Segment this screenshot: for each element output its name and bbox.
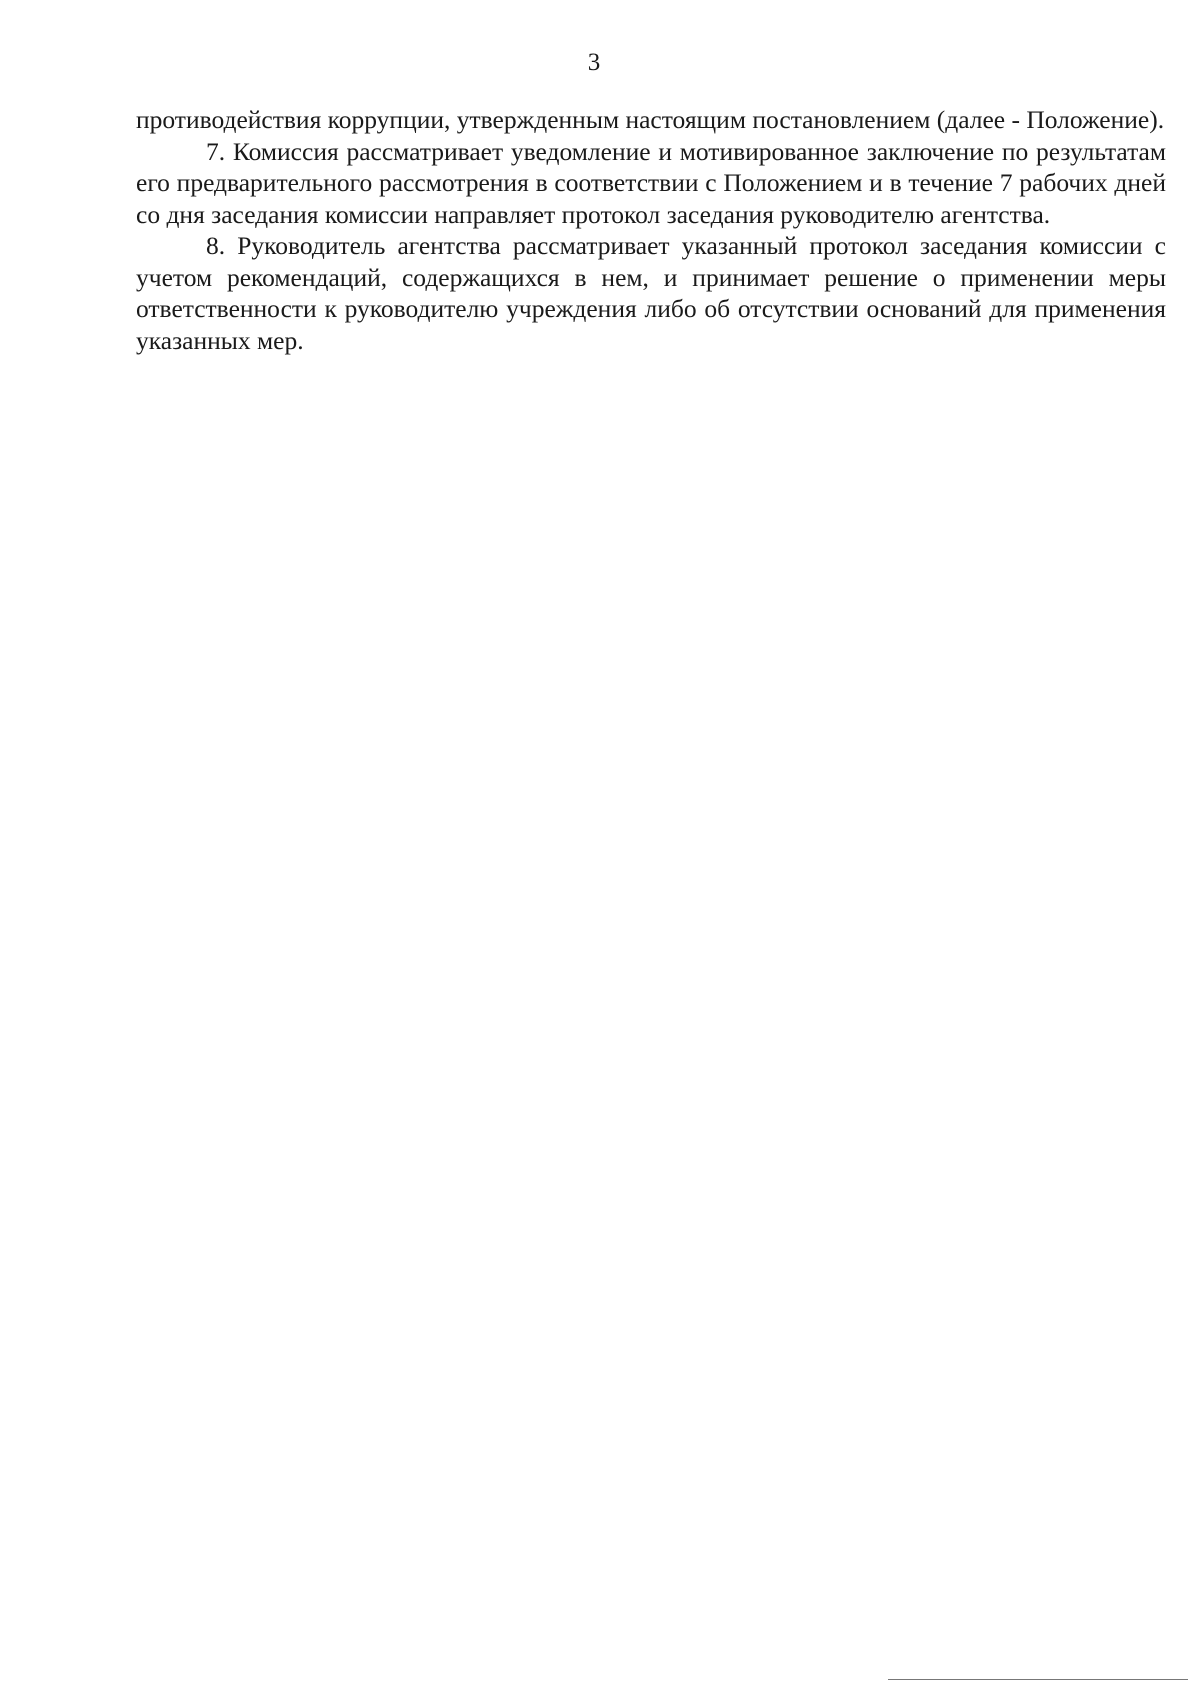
paragraph-item-7: 7. Комиссия рассматривает уведомление и мотивированное заключение по результатам его предварительного рассмотрения в соответствии с Положением и в течение 7 рабочих дней со дня заседания комиссии направляет протокол заседания руководителю агентства.: [136, 136, 1166, 229]
paragraph-item-8: 8. Руководитель агентства рассматривает указанный протокол заседания комиссии с учетом рекомендаций, содержащихся в нем, и принимает решение о применении меры ответственности к руководителю учреждения либо об отсутствии оснований для применения указанных мер.: [136, 231, 1166, 355]
paragraph-continuation: противодействия коррупции, утвержденным настоящим постановлением (далее - Положение).: [136, 105, 1165, 134]
footer-divider: [888, 1679, 1188, 1680]
page-number: 3: [587, 49, 601, 76]
document-body: [136, 104, 1166, 356]
